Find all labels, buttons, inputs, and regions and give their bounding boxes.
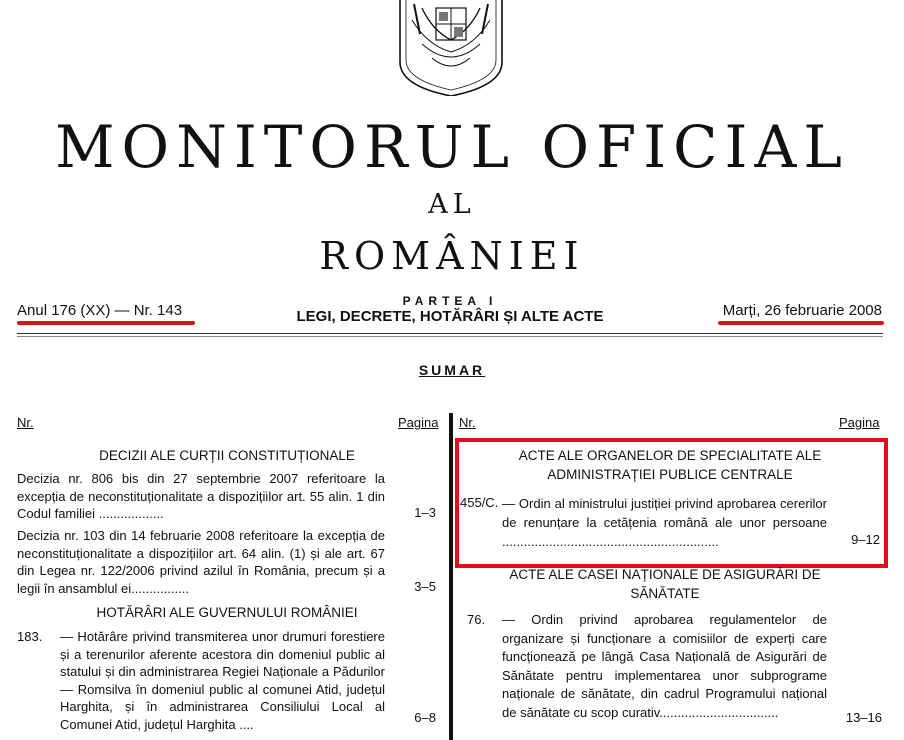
issue-underline [17,321,195,325]
left-page-label: Pagina [398,415,439,430]
page-range: 3–5 [414,579,436,594]
coat-of-arms-emblem [392,0,510,96]
date-underline [718,321,884,325]
issue-date: Marți, 26 februarie 2008 [722,302,882,319]
masthead-al: AL [428,189,476,220]
right-nr-label: Nr. [459,415,476,430]
header-divider-thin [17,336,883,337]
part-label: PARTEA I [402,294,498,308]
summary-title: SUMAR [418,362,486,378]
list-item: — Ordin privind aprobarea regulamentelor de organizare și funcționare a comisiilor de experți care funcționează pe lângă Casa Națională de Asigurări de Sănătate pentru implementarea unor subprograme naționale de sănătate, din cadrul Programului național de sănătate cu scop curativ................................. [502,612,827,720]
left-nr-label: Nr. [17,415,34,430]
list-item: — Ordin al ministrului justiției privind aprobarea cererilor de renunțare la cetățenia română ale unor persoane ............................................................ [502,496,827,549]
list-item: Decizia nr. 103 din 14 februarie 2008 referitoare la excepția de neconstituționalitate a dispozițiilor art. 64 alin. (1) și ale art. 67 din Legea nr. 122/2006 privind azilul în România, precum și a legii în ansamblul ei................ [17,528,385,596]
header-divider [17,333,883,334]
section-government: HOTĂRÂRI ALE GUVERNULUI ROMÂNIEI [96,605,358,620]
section-central-administration: ACTE ALE ORGANELOR DE SPECIALITATE ALE ADMINISTRAȚIEI PUBLICE CENTRALE [518,448,822,482]
section-health-insurance: ACTE ALE CASEI NAȚIONALE DE ASIGURĂRI DE SĂNĂTATE [509,567,821,601]
section-constitutional-court: DECIZII ALE CURȚII CONSTITUȚIONALE [99,448,355,463]
right-page-label: Pagina [839,415,880,430]
list-item-number: 455/C. [460,495,499,510]
page-range: 1–3 [414,505,436,520]
list-item: Decizia nr. 806 bis din 27 septembrie 2007 referitoare la excepția de neconstituționalitate a dispozițiilor art. 55 alin. 1 din Codul familiei .................. [17,471,385,521]
publication-subtitle: LEGI, DECRETE, HOTĂRÂRI ȘI ALTE ACTE [296,308,604,325]
list-item-number: 76. [467,612,486,627]
masthead-country: ROMÂNIEI [319,234,585,278]
page-range: 9–12 [851,532,880,547]
page-range: 6–8 [414,710,436,725]
column-divider [449,413,453,740]
list-item-number: 183. [17,629,43,644]
list-item: — Hotărâre privind transmiterea unor drumuri forestiere și a terenurilor aferente acestora din domeniul public al statului și din administrarea Regiei Naționale a Pădurilor — Romsilva în domeniul public al comunei Atid, județul Harghita, și în administrarea Consiliului Local al Comunei Atid, județul Harghita .... [60,629,385,732]
masthead-title: MONITORUL OFICIAL [55,113,849,181]
page-range: 13–16 [845,710,882,725]
issue-number: Anul 176 (XX) — Nr. 143 [17,302,183,319]
